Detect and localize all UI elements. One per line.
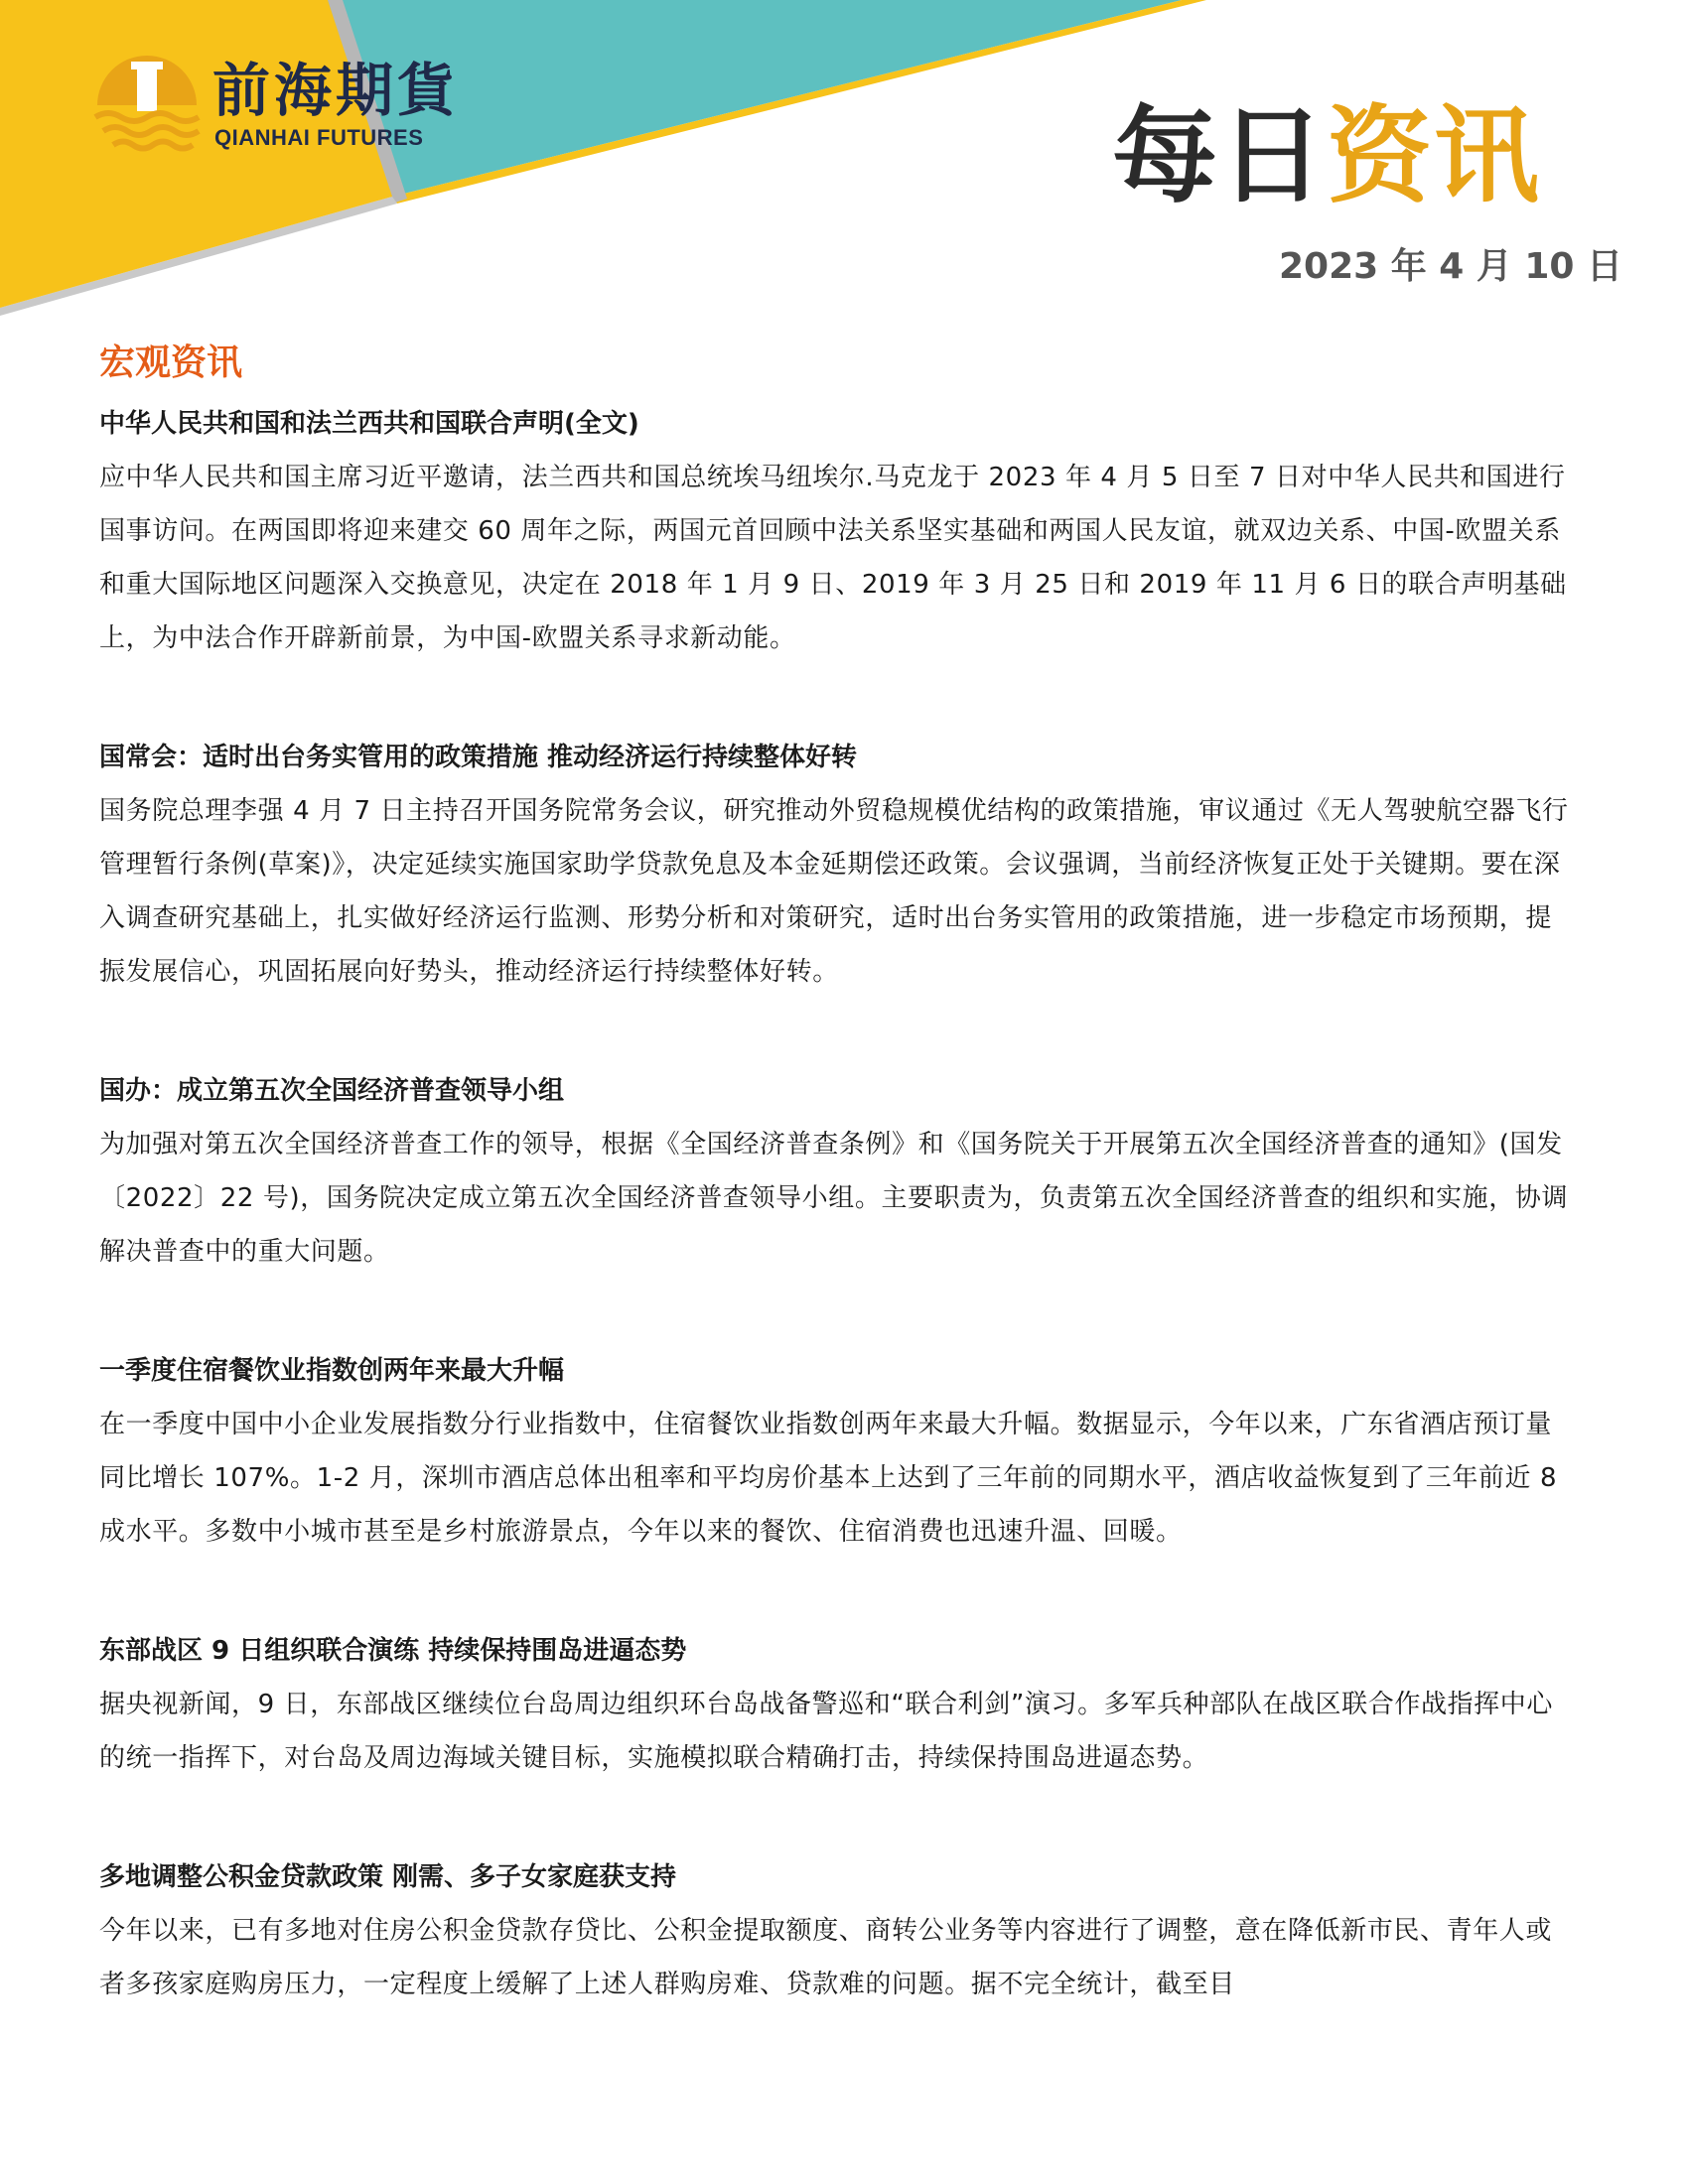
article-title: 国办：成立第五次全国经济普查领导小组	[99, 1076, 565, 1106]
brand-name-en: QIANHAI FUTURES	[214, 125, 424, 150]
article-body: 国务院总理李强 4 月 7 日主持召开国务院常务会议，研究推动外贸稳规模优结构的政策措施，审议通过《无人驾驶航空器飞行管理暂行条例(草案)》，决定延续实施国家助学贷款免息及本金延期偿还政策。会议强调，当前经济恢复正处于关键期。要在深入调查研究基础上，扎实做好经济运行监测、形势分析和对策研究，适时出台务实管用的政策措施，进一步稳定市场预期，提振发展信心，巩固拓展向好势头，推动经济运行持续整体好转。	[99, 796, 1569, 987]
article-item	[99, 1064, 1569, 1279]
article-item	[99, 397, 1569, 665]
report-date: 2023 年 4 月 10 日	[1278, 246, 1622, 287]
article-item	[99, 1850, 1569, 2011]
article-body: 应中华人民共和国主席习近平邀请，法兰西共和国总统埃马纽埃尔.马克龙于 2023 年 4 月 5 日至 7 日对中华人民共和国进行国事访问。在两国即将迎来建交 60 周年之际，两国元首回顾中法关系坚实基础和两国人民友谊，就双边关系、中国-欧盟关系和重大国际地区问题深入交换意见，决定在 2018 年 1 月 9 日、2019 年 3 月 25 日和 2019 年 11 月 6 日的联合声明基础上，为中法合作开辟新前景，为中国-欧盟关系寻求新动能。	[99, 463, 1567, 653]
article-list	[99, 397, 1569, 2077]
article-title: 国常会：适时出台务实管用的政策措施 推动经济运行持续整体好转	[99, 743, 858, 772]
article-body: 今年以来，已有多地对住房公积金贷款存贷比、公积金提取额度、商转公业务等内容进行了调整，意在降低新市民、青年人或者多孩家庭购房压力，一定程度上缓解了上述人群购房难、贷款难的问题。据不完全统计，截至目	[99, 1916, 1553, 1999]
yellow-banner-shape	[0, 0, 392, 308]
article-item	[99, 1344, 1569, 1559]
article-title: 中华人民共和国和法兰西共和国联合声明(全文)	[99, 409, 639, 439]
brand-name-cn: 前海期貨	[212, 57, 460, 124]
article-item	[99, 731, 1569, 999]
section-title: 宏观资讯	[99, 342, 243, 383]
article-body: 在一季度中国中小企业发展指数分行业指数中，住宿餐饮业指数创两年来最大升幅。数据显示，今年以来，广东省酒店预订量同比增长 107%。1-2 月，深圳市酒店总体出租率和平均房价基本上达到了三年前的同期水平，酒店收益恢复到了三年前近 8 成水平。多数中小城市甚至是乡村旅游景点，今年以来的餐饮、住宿消费也迅速升温、回暖。	[99, 1410, 1558, 1547]
article-item	[99, 1624, 1569, 1785]
article-title: 一季度住宿餐饮业指数创两年来最大升幅	[99, 1356, 565, 1386]
page-title-part1: 每日	[1112, 95, 1327, 217]
article-body: 据央视新闻，9 日，东部战区继续位台岛周边组织环台岛战备警巡和“联合利剑”演习。多军兵种部队在战区联合作战指挥中心的统一指挥下，对台岛及周边海域关键目标，实施模拟联合精确打击，持续保持围岛进逼态势。	[99, 1690, 1553, 1773]
page-title	[1112, 95, 1541, 217]
article-title: 多地调整公积金贷款政策 刚需、多子女家庭获支持	[99, 1862, 677, 1892]
page-title-part2: 资讯	[1327, 95, 1541, 217]
article-body: 为加强对第五次全国经济普查工作的领导，根据《全国经济普查条例》和《国务院关于开展第五次全国经济普查的通知》(国发〔2022〕22 号)，国务院决定成立第五次全国经济普查领导小组。主要职责为，负责第五次全国经济普查的组织和实施，协调解决普查中的重大问题。	[99, 1130, 1569, 1267]
article-title: 东部战区 9 日组织联合演练 持续保持围岛进逼态势	[99, 1636, 687, 1666]
